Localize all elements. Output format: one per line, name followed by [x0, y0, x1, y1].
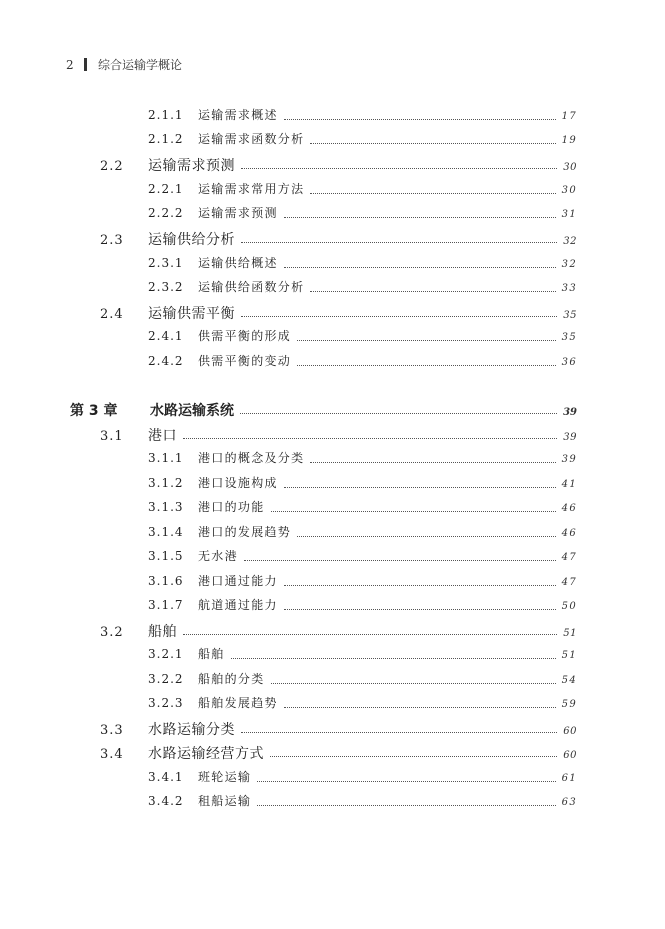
toc-entry-number: 2.2.2 — [148, 206, 184, 220]
dot-leader — [310, 462, 555, 463]
toc-entry-number: 3.1.2 — [148, 476, 184, 490]
toc-entry-title: 港口的功能 — [198, 500, 265, 514]
toc-entry-page: 39 — [561, 454, 577, 465]
toc-entry-page: 35 — [563, 310, 577, 321]
toc-entry[interactable] — [148, 204, 577, 224]
dot-leader — [284, 707, 556, 708]
toc-entry[interactable] — [70, 400, 577, 420]
toc-entry-title: 船舶 — [198, 647, 225, 661]
dot-leader — [271, 683, 556, 684]
toc-entry-number: 2.2.1 — [148, 182, 184, 196]
toc-entry[interactable] — [100, 155, 577, 175]
dot-leader — [297, 340, 556, 341]
toc-entry[interactable] — [100, 621, 577, 641]
dot-leader — [257, 781, 555, 782]
toc-entry-page: 51 — [561, 650, 577, 661]
toc-entry-page: 36 — [561, 357, 577, 368]
toc-entry-title: 运输供给概述 — [198, 256, 278, 270]
toc-entry[interactable] — [148, 670, 577, 690]
toc-entry-number: 3.2 — [100, 625, 124, 640]
toc-entry-page: 50 — [561, 601, 577, 612]
dot-leader — [297, 365, 556, 366]
toc-entry-title: 供需平衡的变动 — [198, 354, 292, 368]
dot-leader — [284, 585, 556, 586]
toc-entry-title: 港口通过能力 — [198, 574, 278, 588]
toc-entry-number: 3.2.2 — [148, 672, 184, 686]
dot-leader — [241, 168, 557, 169]
dot-leader — [241, 242, 557, 243]
toc-entry-number: 2.2 — [100, 159, 124, 174]
toc-entry-page: 30 — [563, 162, 577, 173]
toc-entry-number: 3.3 — [100, 723, 124, 738]
toc-entry-title: 租船运输 — [198, 794, 252, 808]
toc-entry-number: 2.3.2 — [148, 280, 184, 294]
toc-entry-title: 运输供给函数分析 — [198, 280, 305, 294]
toc-entry-title: 无水港 — [198, 549, 238, 563]
toc-entry-page: 39 — [563, 407, 577, 418]
toc-entry[interactable] — [100, 229, 577, 249]
toc-entry-title: 运输需求预测 — [198, 206, 278, 220]
toc-entry-title: 港口的概念及分类 — [198, 451, 305, 465]
toc-entry[interactable] — [148, 278, 577, 298]
toc-entry-page: 59 — [561, 699, 577, 710]
toc-entry-page: 31 — [561, 209, 577, 220]
toc-entry-title: 航道通过能力 — [198, 598, 278, 612]
toc-entry-page: 46 — [561, 503, 577, 514]
dot-leader — [284, 217, 556, 218]
toc-entry-number: 3.4.1 — [148, 770, 184, 784]
toc-entry-number: 2.3.1 — [148, 256, 184, 270]
toc-entry-page: 47 — [561, 577, 577, 588]
toc-entry-page: 30 — [561, 185, 577, 196]
toc-entry-number: 3.1.6 — [148, 574, 184, 588]
toc-entry-page: 63 — [561, 797, 577, 808]
toc-entry[interactable] — [100, 743, 577, 763]
toc-entry-number: 2.4.1 — [148, 329, 184, 343]
toc-entry-title: 港口设施构成 — [198, 476, 278, 490]
toc-entry-title: 运输供需平衡 — [148, 306, 235, 322]
toc-entry[interactable] — [148, 694, 577, 714]
toc-entry-title: 供需平衡的形成 — [198, 329, 292, 343]
header-divider — [84, 58, 87, 71]
toc-entry-title: 船舶 — [148, 624, 177, 640]
toc-entry-number: 2.4 — [100, 307, 124, 322]
dot-leader — [231, 658, 556, 659]
toc-entry[interactable] — [148, 254, 577, 274]
toc-entry-page: 54 — [561, 675, 577, 686]
dot-leader — [271, 511, 556, 512]
toc-entry-title: 船舶发展趋势 — [198, 696, 278, 710]
toc-entry-number: 2.1.2 — [148, 132, 184, 146]
toc-entry[interactable] — [148, 352, 577, 372]
toc-entry[interactable] — [100, 425, 577, 445]
toc-entry[interactable] — [148, 792, 577, 812]
toc-entry-title: 运输需求常用方法 — [198, 182, 305, 196]
toc-entry-page: 33 — [561, 283, 577, 294]
toc-entry-title: 水路运输经营方式 — [148, 746, 264, 762]
toc-entry-number: 第 3 章 — [70, 403, 118, 419]
toc-entry[interactable] — [148, 498, 577, 518]
toc-entry[interactable] — [148, 180, 577, 200]
toc-entry-page: 19 — [561, 135, 577, 146]
toc-entry-number: 3.1.3 — [148, 500, 184, 514]
toc-entry-number: 3.4.2 — [148, 794, 184, 808]
toc-entry-page: 61 — [561, 773, 577, 784]
toc-entry-page: 32 — [563, 236, 577, 247]
toc-entry-page: 32 — [561, 259, 577, 270]
toc-entry-title: 港口 — [148, 428, 177, 444]
toc-entry-title: 运输需求函数分析 — [198, 132, 305, 146]
dot-leader — [241, 732, 557, 733]
toc-entry[interactable] — [148, 547, 577, 567]
toc-entry-page: 47 — [561, 552, 577, 563]
toc-entry-number: 2.3 — [100, 233, 124, 248]
toc-entry[interactable] — [148, 523, 577, 543]
page-number: 2 — [66, 57, 74, 72]
toc-entry[interactable] — [148, 596, 577, 616]
dot-leader — [183, 634, 557, 635]
dot-leader — [284, 487, 556, 488]
toc-entry[interactable] — [148, 106, 577, 126]
dot-leader — [284, 609, 556, 610]
dot-leader — [297, 536, 556, 537]
toc-entry-number: 2.4.2 — [148, 354, 184, 368]
toc-entry-number: 3.1.7 — [148, 598, 184, 612]
toc-entry[interactable] — [148, 474, 577, 494]
toc-entry-title: 班轮运输 — [198, 770, 252, 784]
toc-entry[interactable] — [100, 303, 577, 323]
dot-leader — [310, 143, 555, 144]
toc-entry-number: 3.4 — [100, 747, 124, 762]
toc-entry-number: 2.1.1 — [148, 108, 184, 122]
toc-entry[interactable] — [148, 130, 577, 150]
toc-entry-number: 3.2.3 — [148, 696, 184, 710]
dot-leader — [183, 438, 557, 439]
toc-entry-title: 水路运输分类 — [148, 722, 235, 738]
toc-entry-number: 3.2.1 — [148, 647, 184, 661]
toc-entry-page: 17 — [561, 111, 577, 122]
toc-entry[interactable] — [148, 645, 577, 665]
dot-leader — [270, 756, 557, 757]
toc-entry[interactable] — [100, 719, 577, 739]
dot-leader — [257, 805, 555, 806]
toc-entry-page: 51 — [563, 628, 577, 639]
running-header — [66, 56, 182, 73]
toc-entry-number: 3.1 — [100, 429, 124, 444]
toc-entry-page: 41 — [561, 479, 577, 490]
toc-entry-page: 39 — [563, 432, 577, 443]
dot-leader — [284, 119, 556, 120]
toc-entry-number: 3.1.4 — [148, 525, 184, 539]
toc-entry-title: 水路运输系统 — [150, 403, 234, 419]
toc-entry-page: 35 — [561, 332, 577, 343]
toc-entry-page: 60 — [563, 750, 577, 761]
toc-entry-number: 3.1.1 — [148, 451, 184, 465]
toc-entry-title: 港口的发展趋势 — [198, 525, 292, 539]
toc-entry[interactable] — [148, 768, 577, 788]
dot-leader — [310, 291, 555, 292]
toc-entry[interactable] — [148, 327, 577, 347]
toc-entry-title: 船舶的分类 — [198, 672, 265, 686]
toc-entry[interactable] — [148, 572, 577, 592]
toc-entry-title: 运输需求预测 — [148, 158, 235, 174]
dot-leader — [310, 193, 555, 194]
dot-leader — [244, 560, 556, 561]
toc-entry-number: 3.1.5 — [148, 549, 184, 563]
toc-entry[interactable] — [148, 449, 577, 469]
dot-leader — [284, 267, 556, 268]
dot-leader — [240, 413, 557, 414]
book-title: 综合运输学概论 — [98, 58, 183, 72]
toc-entry-page: 60 — [563, 726, 577, 737]
toc-entry-title: 运输供给分析 — [148, 232, 235, 248]
dot-leader — [241, 316, 557, 317]
toc-entry-page: 46 — [561, 528, 577, 539]
toc-entry-title: 运输需求概述 — [198, 108, 278, 122]
